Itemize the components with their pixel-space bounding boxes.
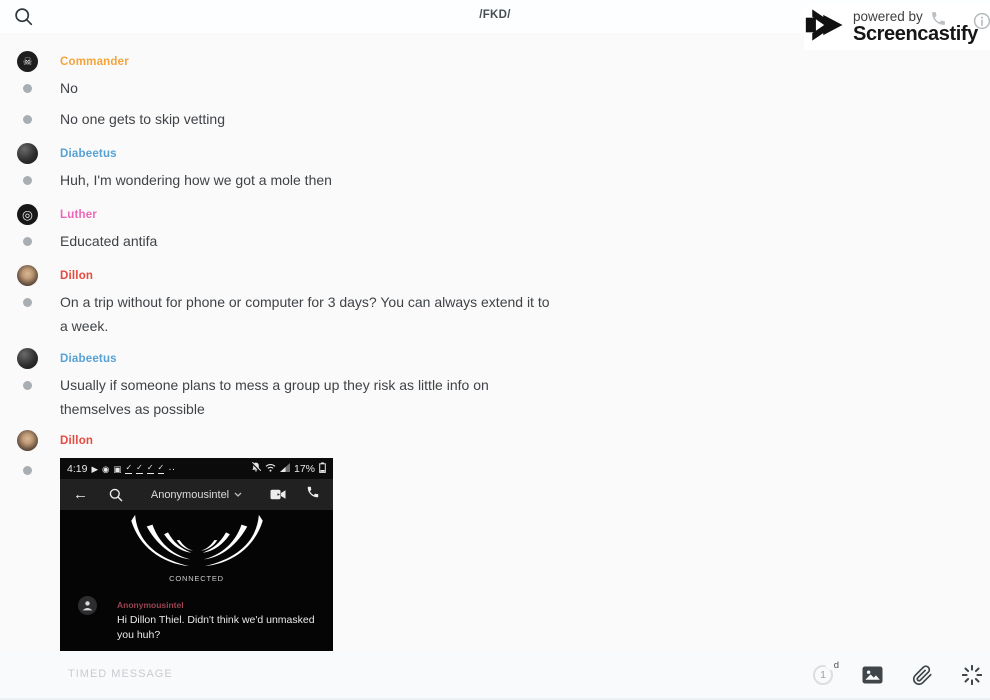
message-text: Educated antifa <box>60 233 158 249</box>
avatar-dillon[interactable] <box>17 265 38 286</box>
message-group <box>0 266 990 338</box>
timer-unit: d <box>833 660 839 671</box>
watermark-brand: Screencastify <box>853 23 978 46</box>
status-time: 4:19 <box>67 462 88 475</box>
username[interactable]: Luther <box>60 209 97 221</box>
username[interactable]: Diabeetus <box>60 148 117 160</box>
message-text: Huh, I'm wondering how we got a mole then <box>60 172 332 188</box>
username[interactable]: Dillon <box>60 270 94 282</box>
unread-dot <box>23 237 32 246</box>
unread-dot <box>23 298 32 307</box>
message-group <box>0 52 990 131</box>
image-attachment[interactable] <box>60 458 333 651</box>
top-bar <box>0 0 990 46</box>
message-group <box>0 144 990 192</box>
chevron-down-icon <box>234 492 242 497</box>
phone-icon[interactable] <box>930 10 947 32</box>
explode-icon[interactable] <box>962 665 982 685</box>
avatar-diabeetus[interactable] <box>17 143 38 164</box>
phone-app-bar <box>60 479 333 510</box>
avatar-commander[interactable]: ☠ <box>17 51 38 72</box>
phone-chat-title: Anonymousintel <box>123 489 270 501</box>
battery-icon <box>319 462 326 476</box>
message-text: No <box>60 80 78 96</box>
download-icon: ✓ <box>136 462 143 472</box>
username[interactable]: Dillon <box>60 435 94 447</box>
phone-call-icon <box>306 485 320 504</box>
watermark-powered-by: powered by <box>853 8 923 24</box>
channel-title: /FKD/ <box>479 9 511 21</box>
unread-dot <box>23 84 32 93</box>
image-button[interactable] <box>862 666 883 684</box>
timer-icon[interactable] <box>813 660 839 685</box>
unread-dot <box>23 466 32 475</box>
status-more: ·· <box>168 462 176 475</box>
screencastify-logo-icon <box>804 5 848 50</box>
battery-percent: 17% <box>293 462 315 475</box>
back-icon: ← <box>73 486 88 503</box>
download-icon: ✓ <box>157 462 165 472</box>
mute-icon <box>251 462 261 475</box>
avatar-luther[interactable]: ◎ <box>17 204 38 225</box>
message-text: No one gets to skip vetting <box>60 111 225 127</box>
info-icon[interactable] <box>973 12 990 35</box>
phone-status-bar <box>60 458 333 479</box>
circle-icon: ◉ <box>101 463 110 474</box>
download-icon: ✓ <box>125 462 133 472</box>
phone-chat-body <box>60 510 333 651</box>
composer-bar <box>0 652 990 700</box>
download-icon: ✓ <box>146 462 154 472</box>
search-icon <box>109 488 123 502</box>
timer-value: 1 <box>820 669 826 681</box>
gallery-icon: ▣ <box>113 463 122 474</box>
attachment-icon[interactable] <box>912 665 933 686</box>
signal-icon <box>280 463 290 475</box>
message-text: Usually if someone plans to mess a group up they risk as little info on themselves as possible <box>60 377 489 417</box>
username[interactable]: Commander <box>60 56 129 68</box>
unread-dot <box>23 115 32 124</box>
phone-message-text: Hi Dillon Thiel. Didn't think we'd unmasked you huh? <box>117 614 315 641</box>
username[interactable]: Diabeetus <box>60 353 117 365</box>
message-group <box>0 349 990 421</box>
phone-message-author: Anonymousintel <box>117 600 184 610</box>
message-group <box>0 205 990 253</box>
message-input[interactable]: TIMED MESSAGE <box>68 668 173 680</box>
avatar-diabeetus[interactable] <box>17 348 38 369</box>
anonymous-laurel-icon <box>129 513 265 576</box>
unread-dot <box>23 176 32 185</box>
connected-label: CONNECTED <box>169 574 224 583</box>
message-text: On a trip without for phone or computer for 3 days? You can always extend it to a week. <box>60 294 550 334</box>
telegram-icon: ▶ <box>91 463 98 474</box>
message-list <box>0 33 990 652</box>
screencastify-watermark <box>804 4 990 50</box>
video-call-icon <box>270 489 286 500</box>
unread-dot <box>23 381 32 390</box>
avatar-dillon[interactable] <box>17 430 38 451</box>
wifi-icon <box>265 463 276 475</box>
message-group <box>0 431 990 651</box>
avatar-anonymousintel <box>78 596 97 615</box>
